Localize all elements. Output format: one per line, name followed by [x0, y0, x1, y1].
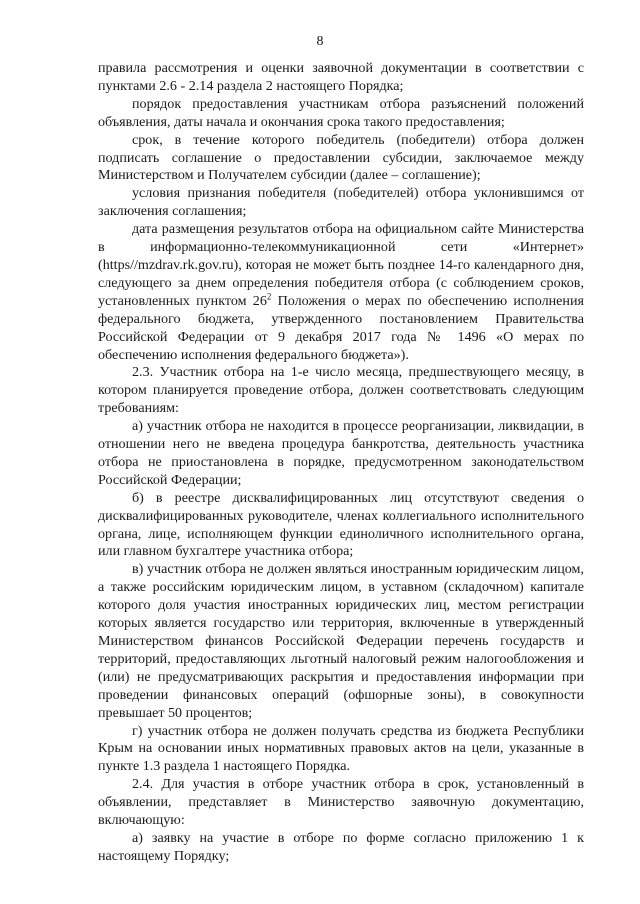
paragraph-2-3-requirements: 2.3. Участник отбора на 1-е число месяца, предшествующего месяцу, в котором планируется проведение отбора, должен соответствовать следующим требованиям:: [98, 364, 584, 417]
superscript: 2: [266, 291, 272, 302]
paragraph-evasion-conditions: условия признания победителя (победителей) отбора уклонившимся от заключения соглашения;: [98, 185, 584, 220]
paragraph-requirement-v: в) участник отбора не должен являться иностранным юридическим лицом, а также российским юридическим лицом, в уставном (складочном) капитале которого доля участия иностранных юридических лиц, местом регистрации которых является государство или территория, включенные в утвержденный Министерством финансов Российской Федерации перечень государств и территорий, предоставляющих льготный налоговый режим налогообложения и (или) не предусматривающих раскрытия и предоставления информации при проведении финансовых операций (офшорные зоны), в совокупности превышает 50 процентов;: [98, 561, 584, 721]
paragraph-results-publication-text: дата размещения результатов отбора на официальном сайте Министерства в информационно-телекоммуникационной сети «Интернет» (https//mzdrav.rk.gov.ru), которая не может быть позднее 14-го календарного дня, следующего за днем определения победителя отбора (с соблюдением сроков, установленных пунктом 26: [98, 221, 584, 309]
paragraph-results-publication-tail: Положения о мерах по обеспечению исполнения федерального бюджета, утвержденного постановлением Правительства Российской Федерации от 9 декабря 2017 года № 1496 «О мерах по обеспечению исполнения федерального бюджета»).: [98, 292, 584, 363]
paragraph-agreement-deadline: срок, в течение которого победитель (победители) отбора должен подписать соглашение о предоставлении субсидии, заключаемое между Министерством и Получателем субсидии (далее – соглашение);: [98, 131, 584, 184]
paragraph-2-4-documentation: 2.4. Для участия в отборе участник отбора в срок, установленный в объявлении, представляет в Министерство заявочную документацию, включающую:: [98, 776, 584, 829]
paragraph-requirement-a: а) участник отбора не находится в процессе реорганизации, ликвидации, в отношении него не введена процедура банкротства, деятельность участника отбора не приостановлена в порядке, предусмотренном законодательством Российской Федерации;: [98, 418, 584, 488]
page-number: 8: [316, 34, 324, 49]
paragraph-requirement-g: г) участник отбора не должен получать средства из бюджета Республики Крым на основании иных нормативных правовых актов на цели, указанные в пункте 1.3 раздела 1 настоящего Порядка.: [98, 722, 584, 775]
paragraph-requirement-b: б) в реестре дисквалифицированных лиц отсутствуют сведения о дисквалифицированных руководителе, членах коллегиального исполнительного органа, лице, исполняющем функции единоличного исполнительного органа, или главном бухгалтере участника отбора;: [98, 489, 584, 560]
document-body: [98, 60, 584, 866]
paragraph-results-publication: [98, 221, 584, 364]
paragraph-evaluation-rules: правила рассмотрения и оценки заявочной документации в соответствии с пунктами 2.6 - 2.14 раздела 2 настоящего Порядка;: [98, 60, 584, 94]
paragraph-application-form: а) заявку на участие в отборе по форме согласно приложению 1 к настоящему Порядку;: [98, 829, 584, 864]
paragraph-clarification-procedure: порядок предоставления участникам отбора разъяснений положений объявления, даты начала и окончания срока такого предоставления;: [98, 95, 584, 130]
